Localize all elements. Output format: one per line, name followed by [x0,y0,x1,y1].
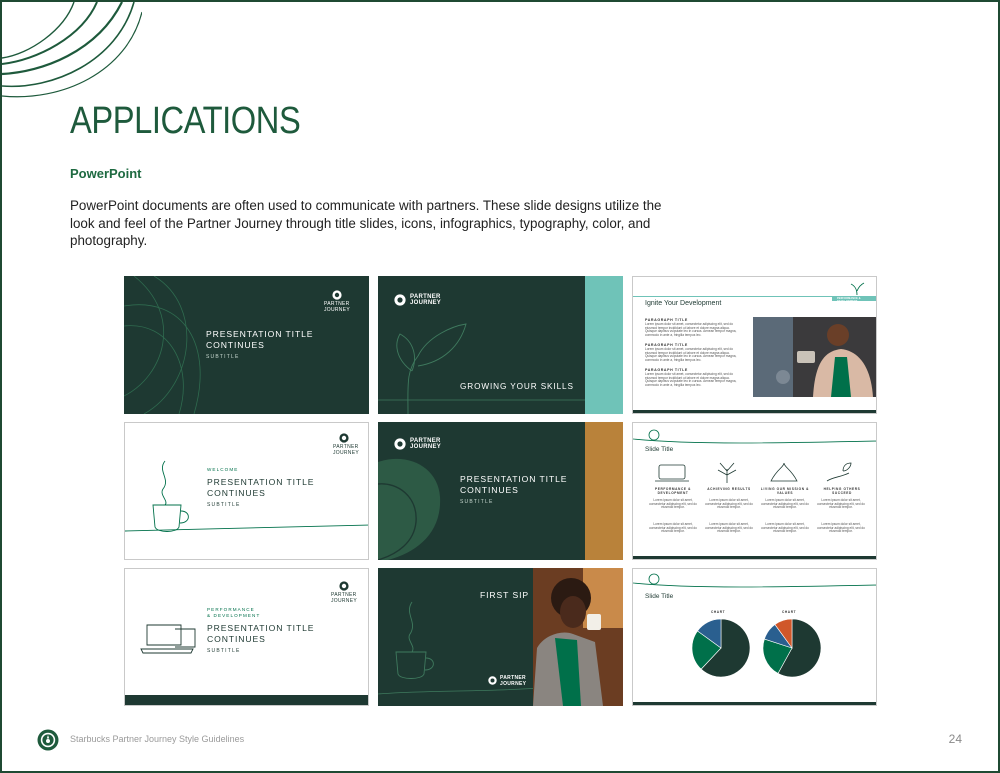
slide-title-line1: PRESENTATION TITLE [207,477,315,487]
paragraph-body: Lorem ipsum dolor sit amet, consectetur adipiscing elit, sed do eiusmod tempor incididunt ut labore et dolore magna aliqua. Quisque dapibus vulputate leo in cursus. Aenean tempor magna, commodo in ante a, fringilla tempus leo. [645,322,737,337]
logo-text-line2: JOURNEY [500,680,527,687]
slide-subtitle: SUBTITLE [460,499,494,505]
slide-thumbnail-2 [378,276,623,414]
leaf-sprout-icon [849,281,865,295]
paragraph-body: Lorem ipsum dolor sit amet, consectetur adipiscing elit, sed do eiusmod tempor incididunt ut labore et dolore magna aliqua. Quisque dapibus vulputate leo in cursus. Aenean tempor magna, commodo in ante a, fringilla tempus leo. [645,347,737,362]
logo-text-line2: JOURNEY [331,597,357,604]
slide-tag: PERFORMANCE & DEVELOPMENT [837,297,861,303]
growth-plant-icon [712,461,742,483]
slide-title-line2: CONTINUES [460,485,519,495]
slide-heading: Slide Title [645,593,674,600]
paragraph-title: PARAGRAPH TITLE [645,318,688,322]
laptop-icon [655,463,689,483]
bottom-bar [633,410,877,413]
starbucks-siren-logo-icon [339,581,349,591]
pie-chart-1 [690,617,752,679]
person-drinking-photo [533,568,623,706]
page-number: 24 [948,732,962,746]
slide-title-line2: CONTINUES [207,488,266,498]
slide-heading: Slide Title [645,446,674,453]
slide-caption: GROWING YOUR SKILLS [460,382,574,391]
logo-text-line1: PARTNER [331,592,357,598]
slide-title-line1: PRESENTATION TITLE [460,474,568,484]
slide-thumbnail-7 [124,568,369,706]
logo-text-line1: PARTNER [500,675,526,681]
chart-label-1: CHART [711,610,726,614]
slide-thumbnail-4 [124,422,369,560]
slide-title-line2: CONTINUES [206,340,265,350]
column-title-1: PERFORMANCE & DEVELOPMENT [655,487,691,495]
laptop-icon [139,621,199,661]
slide-title-line2: CONTINUES [207,634,266,644]
bottom-bar [633,556,877,559]
slide-thumbnail-9 [632,568,877,706]
logo-text-line2: JOURNEY [333,449,359,456]
barista-photo [753,317,877,397]
logo-text-line1: PARTNER [324,301,350,307]
slide-kicker: WELCOME [207,467,239,472]
column-title-3: LIVING OUR MISSION & VALUES [760,487,810,495]
swirl-lines-icon [2,2,142,102]
column-body-2: Lorem ipsum dolor sit amet, consectetur adipiscing elit, sed do eiusmod tempor. [705,498,753,510]
starbucks-siren-logo-icon [37,729,59,751]
column-body-3: Lorem ipsum dolor sit amet, consectetur adipiscing elit, sed do eiusmod tempor. [761,498,809,510]
intro-paragraph: PowerPoint documents are often used to communicate with partners. These slide designs utilize the look and feel of the Partner Journey through title slides, icons, infographics, typography, color, and photography. [70,198,662,248]
logo-text-line1: PARTNER [410,294,441,300]
section-label: PowerPoint [70,166,142,181]
slide-title: FIRST SIP [480,590,530,600]
column-body-4b: Lorem ipsum dolor sit amet, consectetur adipiscing elit, sed do eiusmod tempor. [817,522,865,534]
slide-thumbnail-3 [632,276,877,414]
column-title-2: ACHIEVING RESULTS [707,487,751,491]
paragraph-title: PARAGRAPH TITLE [645,343,688,347]
logo-text-line1: PARTNER [410,438,441,444]
chart-label-2: CHART [782,610,797,614]
starbucks-siren-logo-icon [332,290,342,300]
logo-text-line2: JOURNEY [410,444,442,451]
slide-subtitle: SUBTITLE [207,648,241,654]
starbucks-siren-logo-icon [394,438,406,450]
footer-text: Starbucks Partner Journey Style Guidelines [70,734,245,744]
slide-title-line1: PRESENTATION TITLE [207,623,315,633]
slide-kicker-line2: & DEVELOPMENT [207,613,261,618]
starbucks-siren-logo-icon [339,433,349,443]
bottom-bar [633,702,877,705]
slide-subtitle: SUBTITLE [206,354,240,360]
logo-text-line2: JOURNEY [324,306,350,313]
starbucks-siren-logo-icon [394,294,406,306]
slide-thumbnail-6 [632,422,877,560]
paragraph-title: PARAGRAPH TITLE [645,368,688,372]
column-body-1b: Lorem ipsum dolor sit amet, consectetur adipiscing elit, sed do eiusmod tempor. [649,522,697,534]
slide-kicker-line1: PERFORMANCE [207,607,255,612]
column-body-3b: Lorem ipsum dolor sit amet, consectetur adipiscing elit, sed do eiusmod tempor. [761,522,809,534]
page-title: APPLICATIONS [70,100,301,142]
slide-heading: Ignite Your Development [645,300,722,307]
paragraph-body: Lorem ipsum dolor sit amet, consectetur adipiscing elit, sed do eiusmod tempor incididunt ut labore et dolore magna aliqua. Quisque dapibus vulputate leo in cursus. Aenean tempor magna, commodo in ante a, fringilla tempus leo. [645,372,737,387]
column-body-2b: Lorem ipsum dolor sit amet, consectetur adipiscing elit, sed do eiusmod tempor. [705,522,753,534]
slide-title-line1: PRESENTATION TITLE [206,329,314,339]
slide-thumbnail-1 [124,276,369,414]
slide-thumbnail-5 [378,422,623,560]
column-body-4: Lorem ipsum dolor sit amet, consectetur adipiscing elit, sed do eiusmod tempor. [817,498,865,510]
column-title-4: HELPING OTHERS SUCCEED [823,487,861,495]
logo-text-line1: PARTNER [333,444,359,450]
column-body-1: Lorem ipsum dolor sit amet, consectetur adipiscing elit, sed do eiusmod tempor. [649,498,697,510]
slide-thumbnail-8 [378,568,623,706]
starbucks-siren-logo-icon [488,676,497,685]
pie-chart-2 [761,617,823,679]
leaf-cluster-icon [769,461,799,483]
hand-leaf-icon [825,461,855,483]
bottom-bar [125,695,369,705]
logo-text-line2: JOURNEY [410,300,442,307]
slide-subtitle: SUBTITLE [207,502,241,508]
